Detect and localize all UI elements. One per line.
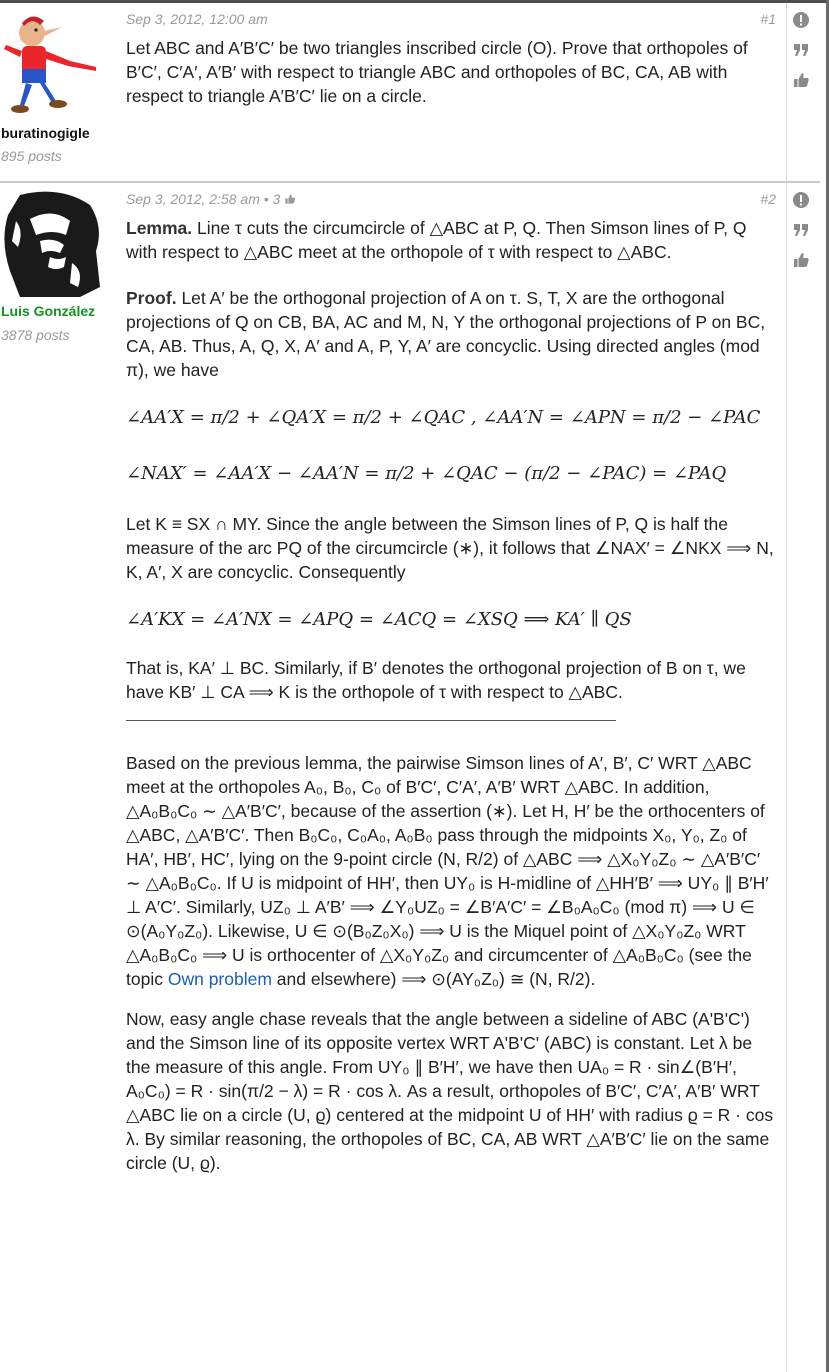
- paragraph-4-text: Based on the previous lemma, the pairwise Simson lines of A′, B′, C′ WRT △ABC meet at the orthopoles A₀, B₀, C₀ of B′C′, C′A′, A′B′ WRT △ABC. In addition, △A₀B₀C₀ ∼ △A′B′C′, because of the assertion (∗). Let H, H′ be the orthocenters of △ABC, △A′B′C′. Then B₀C₀, C₀A₀, A₀B₀ pass through the midpoints X₀, Y₀, Z₀ of HA′, HB′, HC′, lying on the 9-point circle (N, R/2) of △ABC ⟹ △X₀Y₀Z₀ ∼ △A′B′C′ ∼ △A₀B₀C₀. If U is midpoint of HH′, then UY₀ is H-midline of △HH′B′ ⟹ UY₀ ∥ B′H′ ⊥ A′C′. Similarly, UZ₀ ⊥ A′B′ ⟹ ∠Y₀UZ₀ = ∠B′A′C′ = ∠B₀A₀C₀ (mod π) ⟹ U ∈ ⊙(A₀Y₀Z₀). Likewise, U ∈ ⊙(B₀Z₀X₀) ⟹ U is the Miquel point of △X₀Y₀Z₀ WRT △A₀B₀C₀ ⟹ U is orthocenter of △X₀Y₀Z₀ and circumcenter of △A₀B₀C₀ (see the topic: [126, 753, 769, 989]
- post-body: [126, 36, 776, 124]
- paragraph-2: Let K ≡ SX ∩ MY. Since the angle between the Simson lines of P, Q is half the measure of the arc PQ of the circumcircle (∗), it follows that ∠NAX′ = ∠NKX ⟹ N, K, A′, X are concyclic. Consequently: [126, 514, 774, 582]
- paragraph-4-end: and elsewhere) ⟹ ⊙(AY₀Z₀) ≅ (N, R/2).: [276, 969, 596, 989]
- lemma-paragraph: [126, 216, 776, 264]
- post-1: [0, 3, 826, 181]
- username[interactable]: buratinogigle: [1, 125, 90, 141]
- username[interactable]: Luis González: [1, 303, 96, 319]
- equation-3: ∠A′KX = ∠A′NX = ∠APQ = ∠ACQ = ∠XSQ ⟹ KA′ ∥ QS: [126, 609, 632, 630]
- proof-text: Let A′ be the orthogonal projection of A on τ. S, T, X are the orthogonal projections of Q on CB, BA, AC and M, N, Y the orthogonal projections of P on BC, CA, AB. Thus, A, Q, X, A′ and A, P, Y, A′ are concyclic. Using directed angles (mod π), we have: [126, 288, 766, 380]
- paragraph-5: Now, easy angle chase reveals that the angle between a sideline of ABC (A'B'C') and the Simson line of its opposite vertex WRT A'B'C' (ABC) is constant. Let λ be the measure of this angle. From UY₀ ∥ B′H′, we have then UA₀ = R · sin∠(B′H′, A₀C₀) = R · sin(π/2 − λ) = R · cos λ. As a result, orthopoles of B′C′, C′A′, A′B′ WRT △ABC lie on a circle (U, ϱ) centered at the midpoint U of HH′ with radius ϱ = R · cos λ. By similar reasoning, the orthopoles of BC, CA, AB WRT △A′B′C′ lie on the same circle (U, ϱ).: [126, 1009, 774, 1173]
- like-count-icon: [284, 193, 296, 205]
- lemma-text: Line τ cuts the circumcircle of △ABC at P, Q. Then Simson lines of P, Q with respect to △ABC meet at the orthopole of τ with respect to △ABC.: [126, 218, 747, 262]
- post-actions-rail: [786, 183, 787, 1372]
- post-actions-rail: [786, 3, 787, 181]
- post-date[interactable]: [126, 191, 296, 207]
- post-date[interactable]: Sep 3, 2012, 12:00 am: [126, 11, 268, 27]
- paragraph-4: [126, 751, 776, 991]
- post-count: 3878 posts: [1, 327, 70, 343]
- post-number[interactable]: #1: [760, 11, 776, 27]
- post-2: [0, 183, 826, 1372]
- quote-icon[interactable]: [792, 41, 810, 59]
- paragraph-3: That is, KA′ ⊥ BC. Similarly, if B′ denotes the orthogonal projection of B on τ, we have KB′ ⊥ CA ⟹ K is the orthopole of τ with respect to △ABC.: [126, 658, 746, 702]
- post-date-text: Sep 3, 2012, 2:58 am • 3: [126, 191, 281, 207]
- post-count: 895 posts: [1, 148, 62, 164]
- report-icon[interactable]: [792, 191, 810, 209]
- post-body: [126, 216, 776, 1191]
- post-actions: [792, 11, 810, 101]
- like-icon[interactable]: [792, 71, 810, 89]
- like-icon[interactable]: [792, 251, 810, 269]
- proof-paragraph: [126, 286, 776, 382]
- equation-2: ∠NAX′ = ∠AA′X − ∠AA′N = π/2 + ∠QAC − (π/2 − ∠PAC) = ∠PAQ: [126, 463, 727, 484]
- quote-icon[interactable]: [792, 221, 810, 239]
- lemma-label: Lemma.: [126, 218, 193, 238]
- avatar-luis-gonzalez[interactable]: [0, 191, 104, 297]
- post-paragraph: Let ABC and A′B′C′ be two triangles inscribed circle (O). Prove that orthopoles of B′C′, C′A′, A′B′ with respect to triangle ABC and orthopoles of BC, CA, AB with respect to triangle A′B′C′ lie on a circle.: [126, 38, 748, 106]
- post-number[interactable]: #2: [760, 191, 776, 207]
- post-text: [126, 36, 776, 108]
- proof-label: Proof.: [126, 288, 177, 308]
- post-actions: [792, 191, 810, 281]
- own-problem-link[interactable]: Own problem: [167, 969, 272, 989]
- avatar-buratinogigle[interactable]: [0, 9, 104, 121]
- horizontal-rule: [126, 720, 616, 721]
- equation-1: ∠AA′X = π/2 + ∠QA′X = π/2 + ∠QAC , ∠AA′N = ∠APN = π/2 − ∠PAC: [126, 407, 761, 428]
- report-icon[interactable]: [792, 11, 810, 29]
